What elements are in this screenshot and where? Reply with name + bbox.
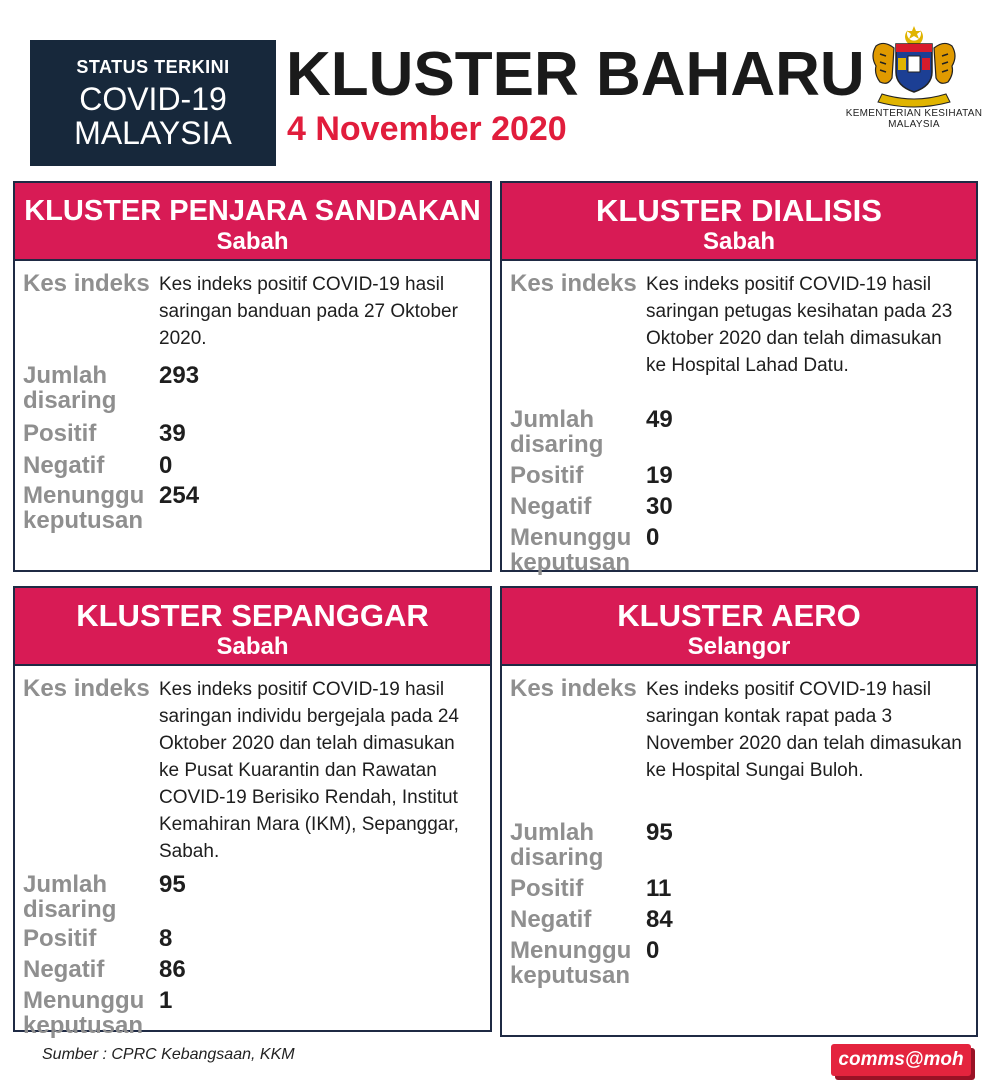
jumlah-disaring-label: Jumlah disaring — [23, 362, 117, 414]
source-caption: Sumber : CPRC Kebangsaan, KKM — [42, 1046, 295, 1063]
positif-value: 8 — [159, 925, 173, 952]
positif-row — [23, 421, 482, 453]
status-line-2: COVID-19 — [79, 80, 227, 117]
comms-moh-badge: comms@moh — [831, 1044, 971, 1076]
negatif-label: Negatif — [23, 452, 105, 479]
kes-indeks-text: Kes indeks positif COVID-19 hasil saringan petugas kesihatan pada 23 Oktober 2020 dan telah dimasukan ke Hospital Lahad Datu. — [646, 274, 953, 376]
negatif-value: 86 — [159, 956, 186, 983]
kes-indeks-label: Kes indeks — [23, 675, 150, 702]
status-line-1: STATUS TERKINI — [76, 56, 230, 77]
status-line-3: MALAYSIA — [74, 114, 232, 151]
cluster-card-sepanggar — [13, 586, 492, 1039]
menunggu-value: 0 — [646, 524, 660, 551]
jumlah-disaring-value: 95 — [159, 871, 186, 898]
cluster-state: Sabah — [216, 633, 289, 660]
menunggu-label: Menunggu keputusan — [510, 937, 632, 989]
menunggu-row — [23, 988, 482, 1038]
menunggu-label: Menunggu keputusan — [23, 987, 145, 1039]
menunggu-row — [23, 483, 482, 539]
cluster-state: Sabah — [216, 228, 289, 255]
positif-value: 19 — [646, 462, 673, 489]
jumlah-disaring-row — [23, 363, 482, 421]
menunggu-value: 254 — [159, 482, 200, 509]
kes-indeks-text: Kes indeks positif COVID-19 hasil saringan banduan pada 27 Oktober 2020. — [159, 274, 458, 349]
negatif-row — [510, 907, 968, 938]
page-title: KLUSTER BAHARU — [286, 40, 865, 109]
cluster-title: KLUSTER DIALISIS — [596, 193, 882, 228]
positif-value: 11 — [646, 875, 672, 902]
cluster-card-penjara-sandakan — [13, 181, 492, 572]
positif-label: Positif — [510, 462, 584, 489]
kes-indeks-row — [510, 271, 968, 407]
kes-indeks-text: Kes indeks positif COVID-19 hasil saringan kontak rapat pada 3 November 2020 dan telah dimasukan ke Hospital Sungai Buloh. — [646, 679, 962, 781]
jumlah-disaring-row — [510, 820, 968, 876]
jumlah-disaring-row — [23, 872, 482, 926]
kes-indeks-label: Kes indeks — [510, 270, 637, 297]
menunggu-label: Menunggu keputusan — [510, 524, 632, 576]
cluster-card-body — [502, 261, 976, 581]
status-badge-box — [30, 40, 276, 166]
cluster-card-header — [15, 183, 490, 261]
positif-label: Positif — [23, 925, 97, 952]
malaysia-coat-of-arms-icon — [868, 24, 960, 108]
negatif-row — [23, 453, 482, 483]
cluster-card-header — [502, 183, 976, 261]
menunggu-row — [510, 938, 968, 994]
cluster-card-body — [15, 261, 490, 539]
negatif-value: 0 — [159, 452, 173, 479]
cluster-title: KLUSTER PENJARA SANDAKAN — [24, 195, 481, 227]
negatif-label: Negatif — [510, 906, 592, 933]
cluster-card-header — [502, 588, 976, 666]
menunggu-row — [510, 525, 968, 581]
positif-label: Positif — [510, 875, 584, 902]
ministry-logo — [840, 24, 988, 132]
jumlah-disaring-label: Jumlah disaring — [510, 819, 604, 871]
jumlah-disaring-value: 95 — [646, 819, 673, 846]
menunggu-value: 1 — [159, 987, 173, 1014]
cluster-state: Selangor — [687, 633, 791, 660]
report-date: 4 November 2020 — [287, 110, 567, 148]
menunggu-value: 0 — [646, 937, 660, 964]
positif-row — [510, 463, 968, 494]
ministry-caption-1: KEMENTERIAN KESIHATAN — [845, 108, 983, 119]
negatif-row — [510, 494, 968, 525]
negatif-value: 30 — [646, 493, 673, 520]
negatif-label: Negatif — [510, 493, 592, 520]
jumlah-disaring-label: Jumlah disaring — [23, 871, 117, 923]
cluster-title: KLUSTER SEPANGGAR — [76, 598, 429, 633]
jumlah-disaring-label: Jumlah disaring — [510, 406, 604, 458]
positif-label: Positif — [23, 420, 97, 447]
cluster-card-body — [502, 666, 976, 994]
kes-indeks-row — [23, 676, 482, 872]
positif-row — [23, 926, 482, 957]
positif-value: 39 — [159, 420, 186, 447]
menunggu-label: Menunggu keputusan — [23, 482, 145, 534]
cluster-card-dialisis — [500, 181, 978, 576]
jumlah-disaring-value: 49 — [646, 406, 673, 433]
cluster-card-header — [15, 588, 490, 666]
kes-indeks-label: Kes indeks — [510, 675, 637, 702]
cluster-state: Sabah — [702, 228, 776, 255]
negatif-row — [23, 957, 482, 988]
negatif-value: 84 — [646, 906, 673, 933]
kes-indeks-label: Kes indeks — [23, 270, 150, 297]
kes-indeks-row — [510, 676, 968, 820]
cluster-card-aero — [500, 586, 978, 1037]
negatif-label: Negatif — [23, 956, 105, 983]
kes-indeks-text: Kes indeks positif COVID-19 hasil saringan individu bergejala pada 24 Oktober 2020 dan telah dimasukan ke Pusat Kuarantin dan Rawatan COVID-19 Berisiko Rendah, Institut Kemahiran Mara (IKM), Sepanggar, Sabah. — [159, 679, 460, 862]
cluster-title: KLUSTER AERO — [617, 598, 861, 633]
jumlah-disaring-value: 293 — [159, 362, 200, 389]
cluster-card-body — [15, 666, 490, 1038]
kes-indeks-row — [23, 271, 482, 363]
ministry-caption-2: MALAYSIA — [888, 119, 940, 130]
jumlah-disaring-row — [510, 407, 968, 463]
positif-row — [510, 876, 968, 907]
